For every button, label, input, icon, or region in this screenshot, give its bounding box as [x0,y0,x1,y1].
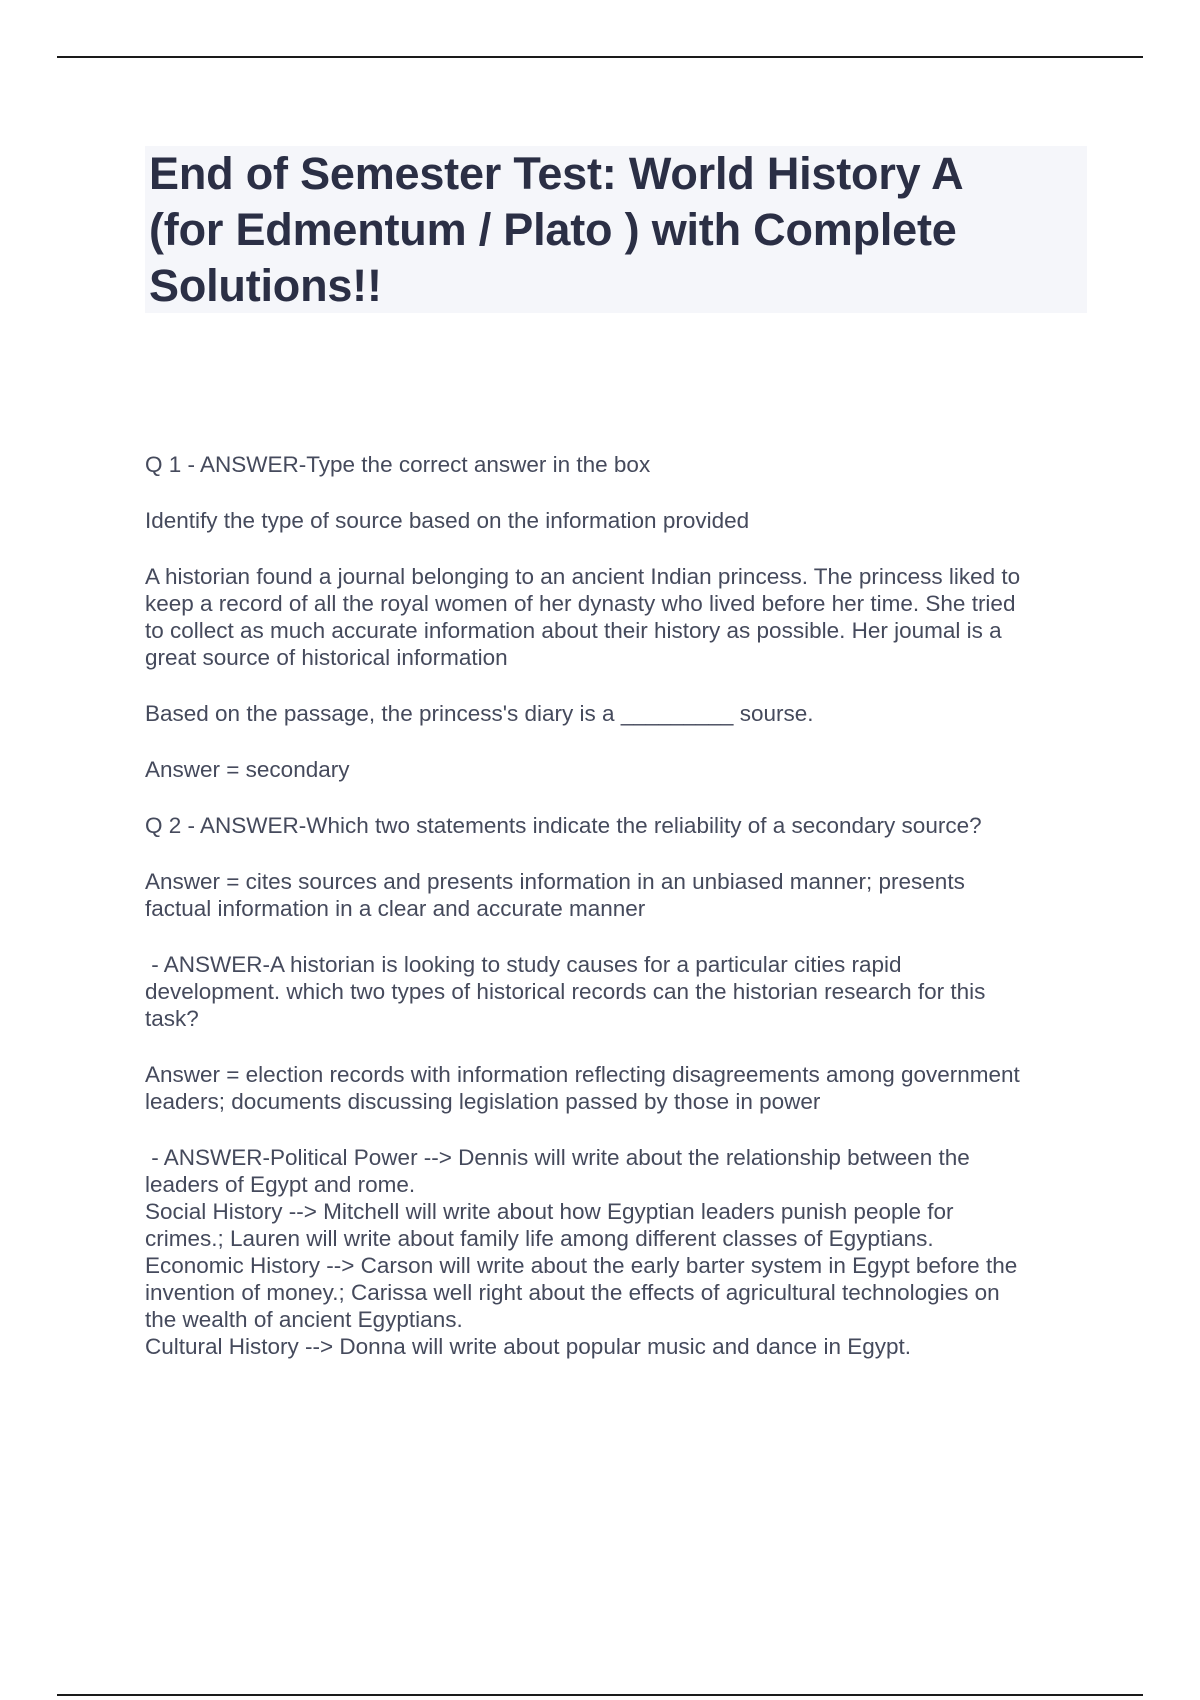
title-line: End of Semester Test: World History A [149,148,964,199]
text-line: leaders of Egypt and rome. [145,1172,416,1197]
top-rule [57,56,1143,58]
q1-prompt [145,700,1087,727]
text-line: great source of historical information [145,645,508,670]
text-line: invention of money.; Carissa well right about the effects of agricultural technologies on [145,1280,1000,1305]
q1-passage [145,563,1087,671]
q2-answer [145,868,1087,922]
text-line: Answer = election records with information reflecting disagreements among government [145,1062,1020,1087]
text-line: leaders; documents discussing legislation passed by those in power [145,1089,821,1114]
text-line: Answer = secondary [145,757,350,782]
bottom-rule [57,1694,1143,1696]
document-body [145,451,1087,1389]
text-line: keep a record of all the royal women of her dynasty who lived before her time. She tried [145,591,1016,616]
q3-answer [145,1061,1087,1115]
text-line: - ANSWER-A historian is looking to study causes for a particular cities rapid [145,952,902,977]
title-line: (for Edmentum / Plato ) with Complete [149,204,957,255]
q1-instruction [145,507,1087,534]
text-line: Identify the type of source based on the information provided [145,508,750,533]
text-line: Answer = cites sources and presents information in an unbiased manner; presents [145,869,965,894]
q2-question [145,812,1087,839]
q1-question [145,451,1087,478]
text-line: the wealth of ancient Egyptians. [145,1307,463,1332]
q1-answer [145,756,1087,783]
text-line: Q 2 - ANSWER-Which two statements indicate the reliability of a secondary source? [145,813,982,838]
text-line: A historian found a journal belonging to an ancient Indian princess. The princess liked to [145,564,1021,589]
text-line: to collect as much accurate information about their history as possible. Her joumal is a [145,618,1002,643]
text-line: development. which two types of historical records can the historian research for this [145,979,986,1004]
text-line: Based on the passage, the princess's diary is a _________ sourse. [145,701,814,726]
text-line: Social History --> Mitchell will write about how Egyptian leaders punish people for [145,1199,954,1224]
text-line: Economic History --> Carson will write about the early barter system in Egypt before the [145,1253,1018,1278]
text-line: - ANSWER-Political Power --> Dennis will write about the relationship between the [145,1145,970,1170]
text-line: crimes.; Lauren will write about family life among different classes of Egyptians. [145,1226,934,1251]
text-line: Q 1 - ANSWER-Type the correct answer in the box [145,452,651,477]
text-line: task? [145,1006,199,1031]
q4-answer [145,1144,1087,1360]
title-line: Solutions!! [149,260,382,311]
page-title [149,146,1083,314]
q3-question [145,951,1087,1032]
text-line: factual information in a clear and accurate manner [145,896,646,921]
text-line: Cultural History --> Donna will write about popular music and dance in Egypt. [145,1334,911,1359]
title-block [145,146,1087,313]
